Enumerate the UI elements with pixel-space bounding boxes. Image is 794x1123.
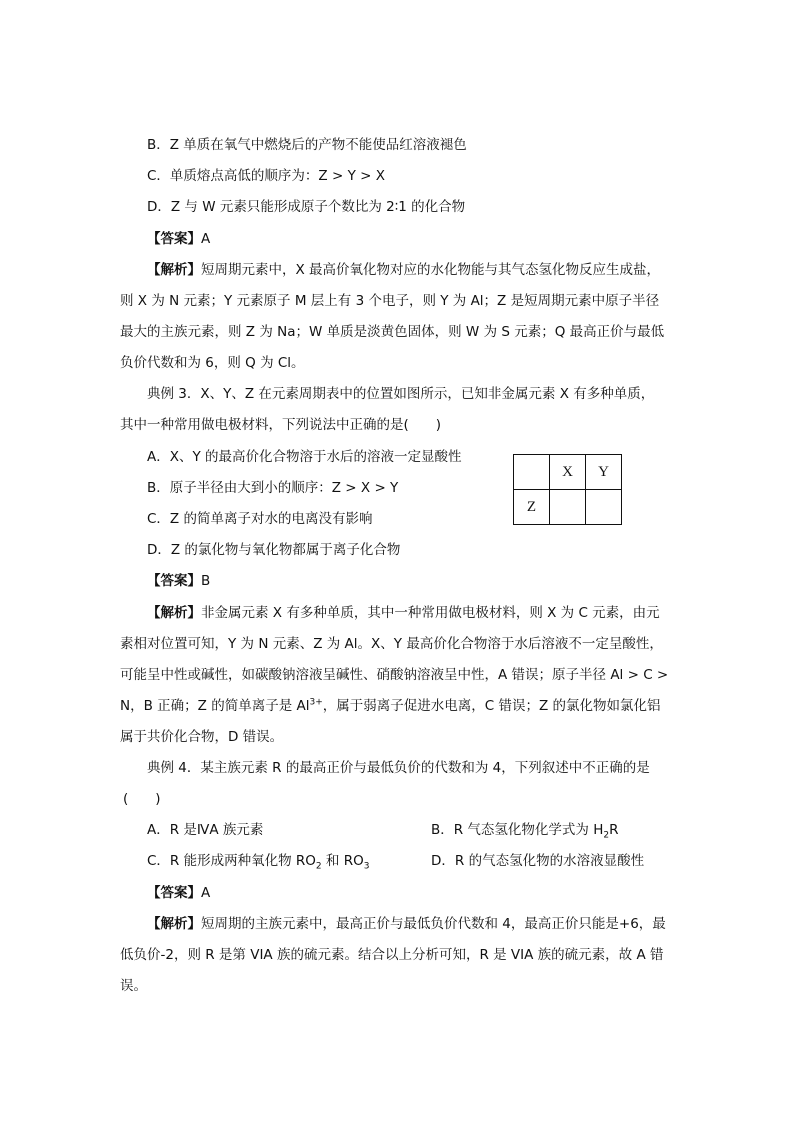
option-text: R — [609, 822, 619, 838]
explanation-2-line-2: 素相对位置可知，Y 为 N 元素、Z 为 Al。X、Y 最高价化合物溶于水后溶液不一定呈酸性， — [120, 636, 663, 652]
example-3-option-d: D．Z 的氯化物与氧化物都属于离子化合物 — [147, 542, 401, 558]
example-4-option-c — [147, 851, 369, 871]
example-3-stem-line-2: 其中一种常用做电极材料，下列说法中正确的是( ) — [120, 417, 442, 433]
table-row — [514, 455, 622, 490]
option-b-q2: B．Z 单质在氧气中燃烧后的产物不能使品红溶液褪色 — [147, 137, 467, 153]
explanation-tag: 【解析】 — [147, 262, 201, 278]
explanation-2-line-3: 可能呈中性或碱性，如碳酸钠溶液呈碱性、硝酸钠溶液呈中性，A 错误；原子半径 Al > C > — [120, 667, 669, 683]
table-cell — [550, 490, 586, 525]
explanation-3-line-1 — [147, 914, 666, 934]
table-cell — [514, 455, 550, 490]
explanation-1-line-2: 则 X 为 N 元素；Y 元素原子 M 层上有 3 个电子，则 Y 为 Al；Z 是短周期元素中原子半径 — [120, 293, 660, 309]
explanation-2-line-5: 属于共价化合物，D 错误。 — [120, 729, 284, 745]
option-d-q2: D．Z 与 W 元素只能形成原子个数比为 2∶1 的化合物 — [147, 199, 466, 215]
subscript: 3 — [363, 861, 370, 872]
explanation-3-line-2: 低负价-2，则 R 是第 VIA 族的硫元素。结合以上分析可知，R 是 VIA 族的硫元素，故 A 错 — [120, 947, 664, 963]
example-3-option-c: C．Z 的简单离子对水的电离没有影响 — [147, 511, 373, 527]
answer-value: A — [201, 231, 211, 247]
explanation-tag: 【解析】 — [147, 605, 201, 621]
explanation-1-line-4: 负价代数和为 6，则 Q 为 Cl。 — [120, 355, 305, 371]
answer-1 — [147, 229, 210, 249]
explanation-3-line-3: 误。 — [120, 978, 147, 994]
answer-value: A — [201, 885, 211, 901]
example-3-stem-line-1: 典例 3．X、Y、Z 在元素周期表中的位置如图所示，已知非金属元素 X 有多种单质， — [147, 386, 655, 402]
option-text: C．R 能形成两种氧化物 RO — [147, 853, 316, 869]
example-4-stem-line-1: 典例 4．某主族元素 R 的最高正价与最低负价的代数和为 4，下列叙述中不正确的是 — [147, 760, 650, 776]
explanation-2-line-1 — [147, 603, 660, 623]
table-cell — [586, 490, 622, 525]
example-4-option-d: D．R 的气态氢化物的水溶液显酸性 — [431, 853, 645, 869]
table-cell: Z — [514, 490, 550, 525]
explanation-text: 非金属元素 X 有多种单质，其中一种常用做电极材料，则 X 为 C 元素，由元 — [201, 605, 660, 621]
answer-value: B — [201, 573, 211, 589]
answer-tag: 【答案】 — [147, 573, 201, 589]
explanation-1-line-3: 最大的主族元素，则 Z 为 Na；W 单质是淡黄色固体，则 W 为 S 元素；Q 最高正价与最低 — [120, 324, 665, 340]
option-text: B．R 气态氢化物化学式为 H — [431, 822, 604, 838]
example-3-option-b: B．原子半径由大到小的顺序：Z > X > Y — [147, 480, 399, 496]
table-cell: X — [550, 455, 586, 490]
example-4-option-a: A．R 是ⅣA 族元素 — [147, 822, 264, 838]
example-3-option-a: A．X、Y 的最高价化合物溶于水后的溶液一定显酸性 — [147, 449, 462, 465]
table-cell: Y — [586, 455, 622, 490]
example-4-stem-line-2: ( ) — [123, 791, 161, 807]
answer-2 — [147, 571, 210, 591]
answer-tag: 【答案】 — [147, 231, 201, 247]
option-c-q2: C．单质熔点高低的顺序为：Z > Y > X — [147, 168, 385, 184]
explanation-text: ，属于弱离子促进水电离，C 错误；Z 的氯化物如氯化铝 — [322, 698, 661, 714]
answer-tag: 【答案】 — [147, 885, 201, 901]
answer-3 — [147, 883, 210, 903]
explanation-2-line-4 — [120, 696, 661, 716]
subscript: 2 — [315, 861, 322, 872]
example-4-option-b — [431, 820, 619, 840]
explanation-text: 短周期元素中，X 最高价氧化物对应的水化物能与其气态氢化物反应生成盐， — [201, 262, 661, 278]
periodic-position-table — [513, 454, 622, 525]
superscript: 3+ — [309, 697, 323, 708]
explanation-tag: 【解析】 — [147, 916, 201, 932]
option-text: 和 RO — [321, 853, 364, 869]
explanation-text: 短周期的主族元素中，最高正价与最低负价代数和 4，最高正价只能是+6，最 — [201, 916, 666, 932]
explanation-1-line-1 — [147, 260, 660, 280]
table-row — [514, 490, 622, 525]
explanation-text: N，B 正确；Z 的简单离子是 Al — [120, 698, 310, 714]
subscript: 2 — [603, 830, 610, 841]
